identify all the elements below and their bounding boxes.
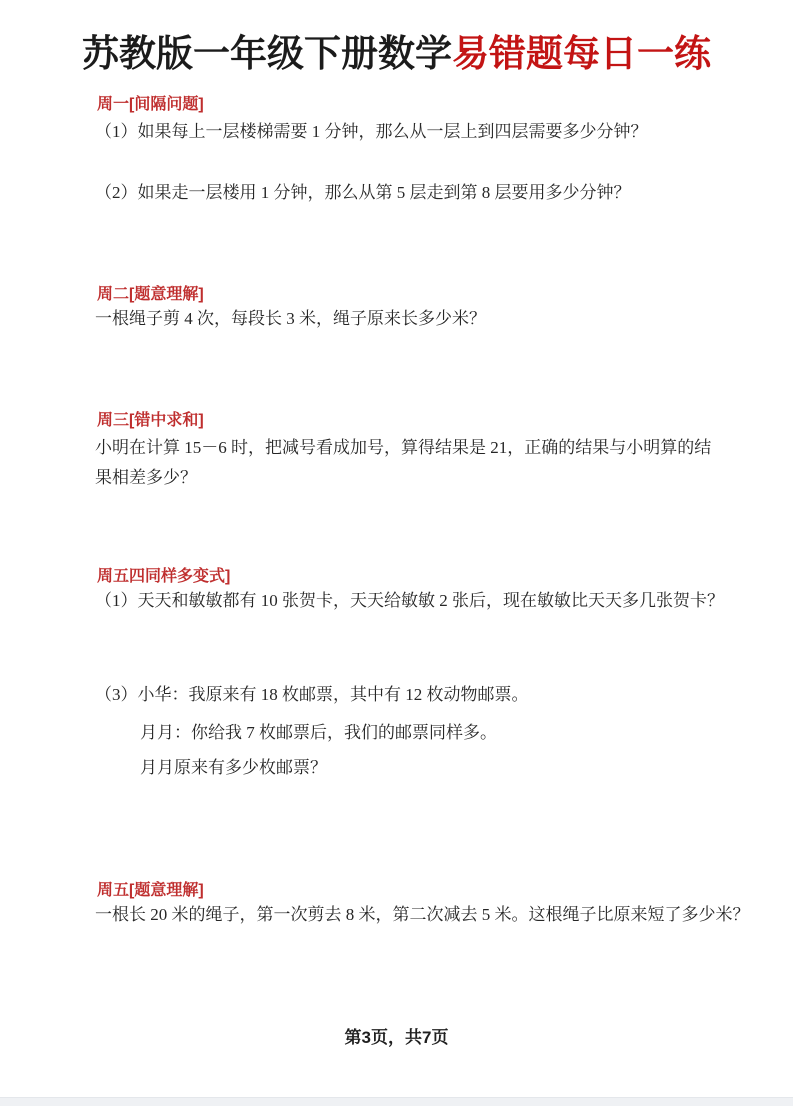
page-number-footer: 第3页，共7页 — [344, 1028, 449, 1047]
question-line: 一根长 20 米的绳子，第一次剪去 8 米，第二次减去 5 米。这根绳子比原来短了多少米？ — [95, 905, 750, 924]
section-header-monday: 周一[间隔问题] — [97, 96, 204, 113]
viewer-bottom-strip — [0, 1097, 793, 1106]
question-line: 月月原来有多少枚邮票？ — [140, 758, 327, 777]
question-line: 一根绳子剪 4 次，每段长 3 米，绳子原来长多少米？ — [95, 309, 486, 328]
question-line: （1）天天和敏敏都有 10 张贺卡，天天给敏敏 2 张后，现在敏敏比天天多几张贺卡？ — [95, 591, 724, 610]
question-line: （1）如果每上一层楼梯需要 1 分钟，那么从一层上到四层需要多少分钟？ — [95, 122, 648, 141]
section-header-thursday-variant: 周五四同样多变式] — [97, 568, 231, 585]
page-title-prefix: 苏教版一年级下册数学 — [82, 33, 452, 74]
section-header-friday: 周五[题意理解] — [97, 882, 204, 899]
page-title-highlight: 易错题每日一练 — [452, 33, 711, 74]
section-header-wednesday: 周三[错中求和] — [97, 412, 204, 429]
page-title — [0, 33, 793, 75]
question-paragraph: 小明在计算 15－6 时，把减号看成加号，算得结果是 21，正确的结果与小明算的结果相差多少？ — [95, 438, 712, 487]
question-line: （2）如果走一层楼用 1 分钟，那么从第 5 层走到第 8 层要用多少分钟？ — [95, 183, 631, 202]
question-line: 月月：你给我 7 枚邮票后，我们的邮票同样多。 — [140, 723, 497, 742]
section-header-tuesday: 周二[题意理解] — [97, 286, 204, 303]
question-line: （3）小华：我原来有 18 枚邮票，其中有 12 枚动物邮票。 — [95, 685, 529, 704]
